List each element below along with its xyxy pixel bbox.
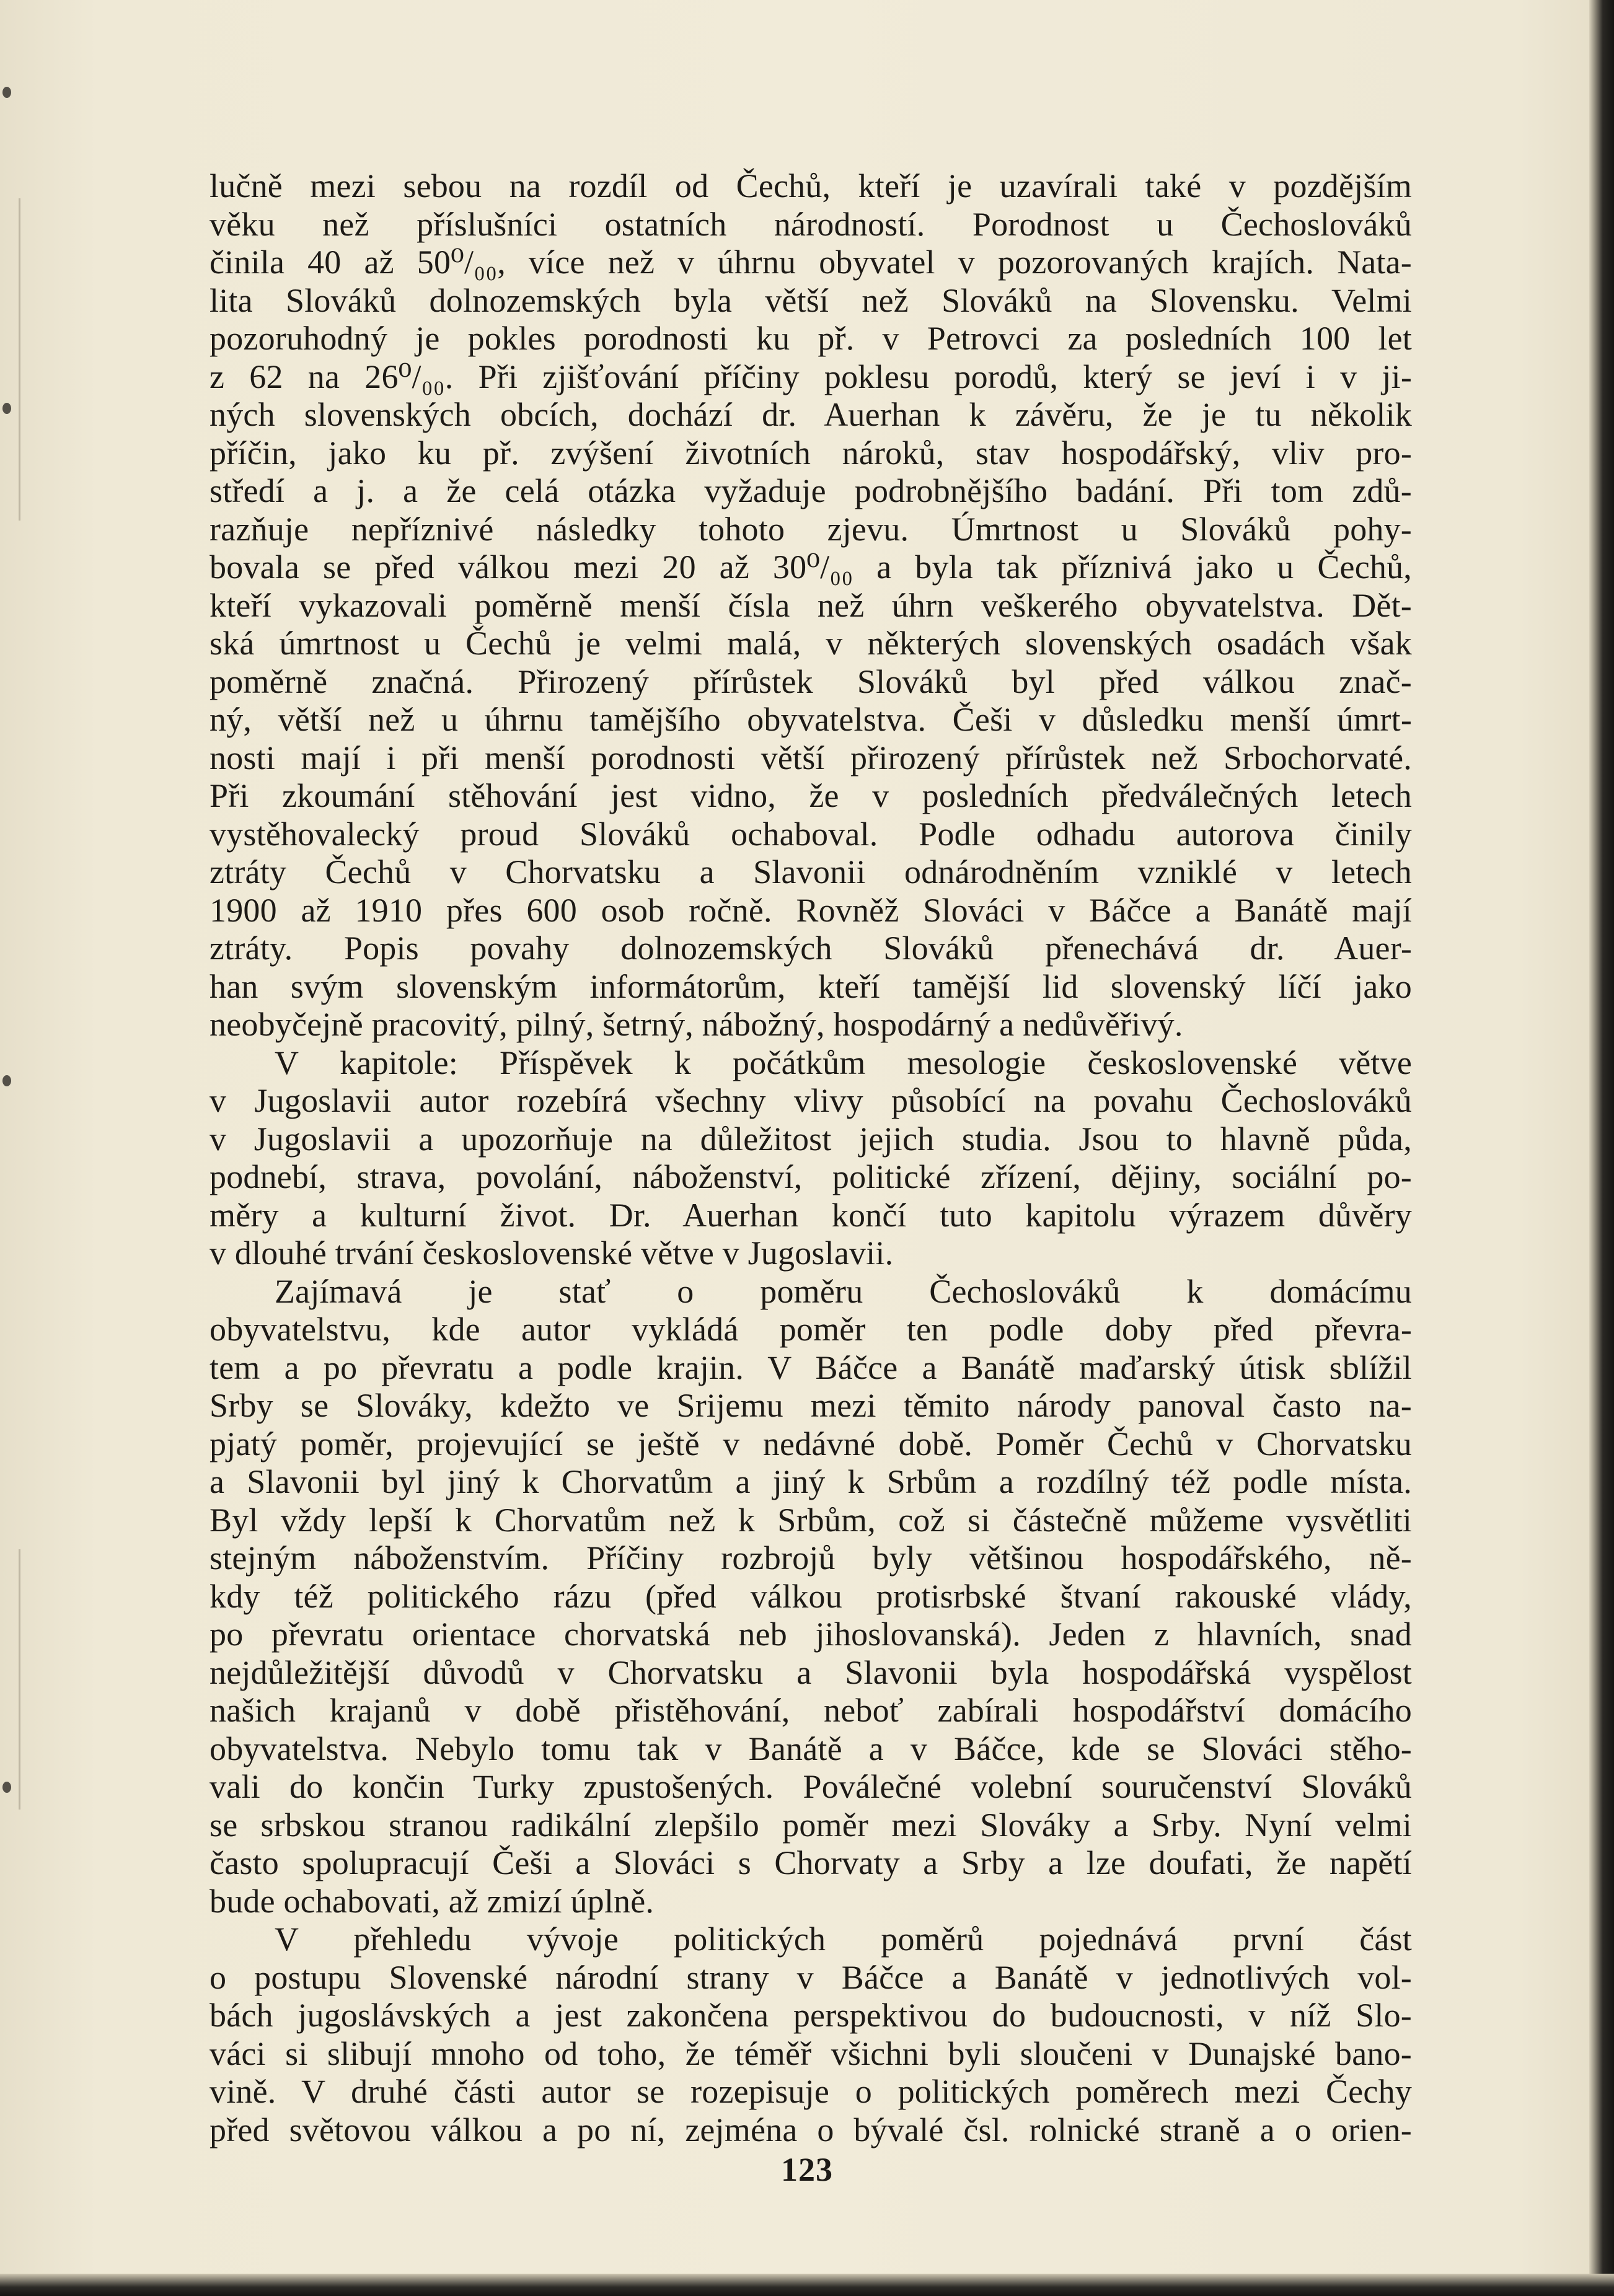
text-line: poměrně značná. Přirozený přírůstek Slováků byl před válkou znač- (209, 662, 1412, 700)
binding-shadow (19, 198, 20, 521)
text-line: ská úmrtnost u Čechů je velmi malá, v některých slovenských osadách však (209, 625, 1412, 662)
text-line: činila 40 až 50⁰/₀₀, více než v úhrnu obyvatel v pozorovaných krajích. Nata- (209, 244, 1412, 281)
text-line: a Slavonii byl jiný k Chorvatům a jiný k Srbům a rozdílný též podle místa. (209, 1463, 1412, 1500)
text-line: váci si slibují mnoho od toho, že téměř všichni byli sloučeni v Dunajské bano- (209, 2034, 1412, 2072)
text-line: Při zkoumání stěhování jest vidno, že v posledních předválečných letech (209, 777, 1412, 814)
text-line: neobyčejně pracovitý, pilný, šetrný, nábožný, hospodárný a nedůvěřivý. (209, 1006, 1183, 1043)
text-line: ných slovenských obcích, dochází dr. Auerhan k závěru, že je tu několik (209, 396, 1412, 433)
text-line: se srbskou stranou radikální zlepšilo poměr mezi Slováky a Srby. Nyní velmi (209, 1806, 1412, 1844)
text-line: bude ochabovati, až zmizí úplně. (209, 1882, 655, 1920)
text-line: věku než příslušníci ostatních národností. Porodnost u Čechoslováků (209, 205, 1412, 243)
text-line: měry a kulturní život. Dr. Auerhan končí tuto kapitolu výrazem důvěry (209, 1196, 1412, 1234)
text-line: bách jugoslávských a jest zakončena perspektivou do budoucnosti, v níž Slo- (209, 1997, 1412, 2034)
text-line: V kapitole: Příspěvek k počátkům mesologie československé větve (275, 1044, 1412, 1081)
text-line: před světovou válkou a po ní, zejména o bývalé čsl. rolnické straně a o orien- (209, 2111, 1412, 2149)
text-line: bovala se před válkou mezi 20 až 30⁰/₀₀ a byla tak příznivá jako u Čechů, (209, 548, 1412, 586)
body-text (209, 167, 1412, 2149)
text-line: po převratu orientace chorvatská neb jihoslovanská). Jeden z hlavních, snad (209, 1616, 1412, 1653)
text-line: obyvatelstvu, kde autor vykládá poměr ten podle doby před převra- (209, 1311, 1412, 1348)
text-line: Byl vždy lepší k Chorvatům než k Srbům, což si částečně můžeme vysvětliti (209, 1501, 1412, 1539)
text-line: razňuje nepříznivé následky tohoto zjevu. Úmrtnost u Slováků pohy- (209, 510, 1412, 548)
text-line: o postupu Slovenské národní strany v Báčce a Banátě v jednotlivých vol- (209, 1958, 1412, 1996)
text-line: ný, větší než u úhrnu tamějšího obyvatelstva. Češi v důsledku menší úmrt- (209, 701, 1412, 738)
binding-shadow (19, 1549, 20, 1810)
text-line: vině. V druhé části autor se rozepisuje o politických poměrech mezi Čechy (209, 2073, 1412, 2110)
text-line: příčin, jako ku př. zvýšení životních nároků, stav hospodářský, vliv pro- (209, 434, 1412, 472)
text-line: obyvatelstva. Nebylo tomu tak v Banátě a v Báčce, kde se Slováci stěho- (209, 1730, 1412, 1767)
binding-hole-mark (2, 1782, 11, 1793)
text-line: vystěhovalecký proud Slováků ochaboval. Podle odhadu autorova činily (209, 815, 1412, 853)
binding-hole-mark (2, 87, 11, 98)
text-line: tem a po převratu a podle krajin. V Báčce a Banátě maďarský útisk sblížil (209, 1348, 1412, 1386)
text-line: stejným náboženstvím. Příčiny rozbrojů byly většinou hospodářského, ně- (209, 1539, 1412, 1577)
paragraph-relations (209, 1273, 1412, 1921)
page-edge-bottom (0, 2274, 1614, 2296)
binding-hole-mark (2, 1075, 11, 1086)
text-line: nejdůležitější důvodů v Chorvatsku a Slavonii byla hospodářská vyspělost (209, 1653, 1412, 1691)
binding-hole-mark (2, 403, 11, 414)
text-line: pjatý poměr, projevující se ještě v nedávné době. Poměr Čechů v Chorvatsku (209, 1425, 1412, 1462)
text-line: kteří vykazovali poměrně menší čísla než úhrn veškerého obyvatelstva. Dět- (209, 586, 1412, 624)
text-line: kdy též politického rázu (před válkou protisrbské štvaní rakouské vlády, (209, 1577, 1412, 1615)
page-number: 123 (781, 2151, 833, 2188)
text-line: lita Slováků dolnozemských byla větší než Slováků na Slovensku. Velmi (209, 281, 1412, 319)
text-line: 1900 až 1910 přes 600 osob ročně. Rovněž Slováci v Báčce a Banátě mají (209, 891, 1412, 929)
text-line: podnebí, strava, povolání, náboženství, politické zřízení, dějiny, sociální po- (209, 1158, 1412, 1195)
text-line: v Jugoslavii a upozorňuje na důležitost jejich studia. Jsou to hlavně půda, (209, 1120, 1412, 1158)
text-line: v Jugoslavii autor rozebírá všechny vlivy působící na povahu Čechoslováků (209, 1082, 1412, 1119)
text-line: často spolupracují Češi a Slováci s Chorvaty a Srby a lze doufati, že napětí (209, 1844, 1412, 1881)
paragraph-politics (209, 1920, 1412, 2149)
paragraph-natality (209, 167, 1412, 1044)
text-line: ztráty Čechů v Chorvatsku a Slavonii odnárodněním vzniklé v letech (209, 853, 1412, 891)
text-line: lučně mezi sebou na rozdíl od Čechů, kteří je uzavírali také v pozdějším (209, 167, 1412, 205)
text-line: z 62 na 26⁰/₀₀. Při zjišťování příčiny poklesu porodů, který se jeví i v ji- (209, 358, 1412, 395)
paragraph-mesology (209, 1044, 1412, 1273)
text-line: vali do končin Turky zpustošených. Poválečné volební souručenství Slováků (209, 1768, 1412, 1805)
text-line: pozoruhodný je pokles porodnosti ku př. v Petrovci za posledních 100 let (209, 320, 1412, 357)
text-line: ztráty. Popis povahy dolnozemských Slováků přenechává dr. Auer- (209, 930, 1412, 967)
text-line: Srby se Slováky, kdežto ve Srijemu mezi těmito národy panoval často na- (209, 1387, 1412, 1424)
text-line: V přehledu vývoje politických poměrů pojednává první část (275, 1920, 1412, 1958)
text-line: Zajímavá je stať o poměru Čechoslováků k domácímu (275, 1272, 1412, 1310)
text-line: v dlouhé trvání československé větve v Jugoslavii. (209, 1234, 894, 1272)
page-edge-right (1589, 0, 1614, 2296)
text-line: středí a j. a že celá otázka vyžaduje podrobnějšího badání. Při tom zdů- (209, 472, 1412, 509)
text-line: nosti mají i při menší porodnosti větší přirozený přírůstek než Srbochorvaté. (209, 739, 1412, 776)
text-line: han svým slovenským informátorům, kteří tamější lid slovenský líčí jako (209, 967, 1412, 1005)
text-line: našich krajanů v době přistěhování, neboť zabírali hospodářství domácího (209, 1692, 1412, 1729)
